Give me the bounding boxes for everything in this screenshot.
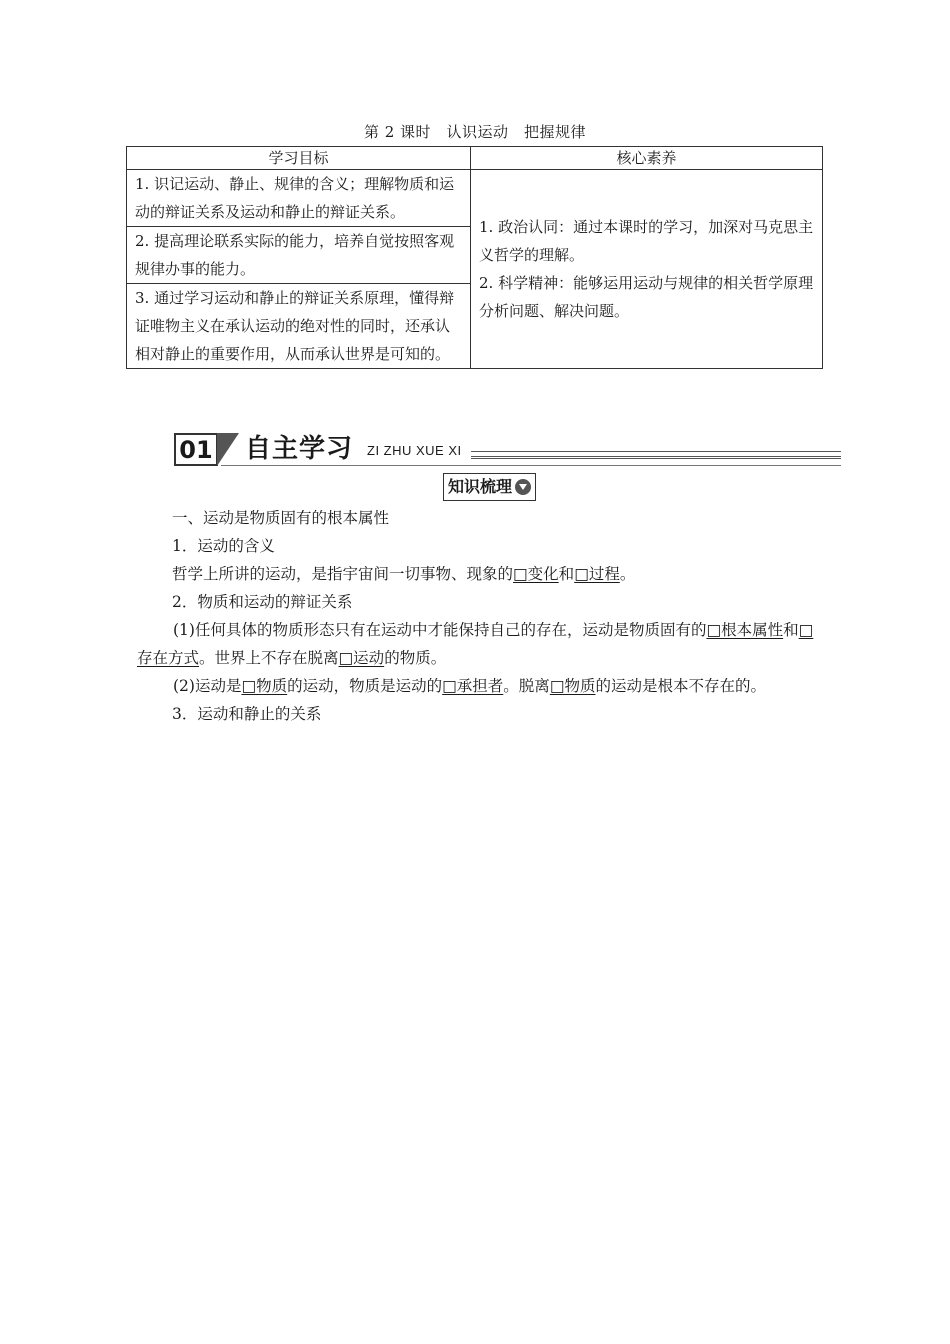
text: 的物质。 bbox=[384, 649, 447, 667]
fill-blank: □物质 bbox=[549, 677, 596, 695]
section-number: 01 bbox=[174, 433, 218, 466]
text: (1)任何具体的物质形态只有在运动中才能保持自己的存在，运动是物质固有的 bbox=[173, 621, 707, 639]
heading-1-1: 1．运动的含义 bbox=[172, 537, 275, 555]
heading-1: 一、运动是物质固有的根本属性 bbox=[172, 509, 390, 527]
text: 。脱离 bbox=[503, 677, 550, 695]
literacy-2: 2. 科学精神：能够运用运动与规律的相关哲学原理分析问题、解决问题。 bbox=[479, 274, 814, 320]
banner-rule-double bbox=[471, 456, 841, 459]
paragraph-3 bbox=[137, 672, 821, 700]
section-banner bbox=[171, 430, 841, 468]
objective-2: 2. 提高理论联系实际的能力，培养自觉按照客观规律办事的能力。 bbox=[127, 227, 471, 284]
objective-1: 1. 识记运动、静止、规律的含义；理解物质和运动的辩证关系及运动和静止的辩证关系。 bbox=[127, 170, 471, 227]
literacy-cell bbox=[471, 170, 823, 369]
literacy-1: 1. 政治认同：通过本课时的学习，加深对马克思主义哲学的理解。 bbox=[479, 218, 814, 264]
text: 的运动是根本不存在的。 bbox=[595, 677, 766, 695]
banner-wedge-icon bbox=[217, 433, 239, 466]
section-title: 自主学习 bbox=[245, 434, 354, 464]
banner-baseline bbox=[221, 465, 841, 466]
objectives-table bbox=[126, 146, 823, 369]
paragraph-1 bbox=[137, 560, 821, 588]
fill-blank: □运动 bbox=[338, 649, 385, 667]
fill-blank: □根本属性 bbox=[706, 621, 784, 639]
triangle-down-icon bbox=[515, 479, 531, 495]
section-pinyin: ZI ZHU XUE XI bbox=[367, 443, 462, 458]
heading-1-2: 2．物质和运动的辩证关系 bbox=[172, 593, 353, 611]
lesson-title: 第 2 课时 认识运动 把握规律 bbox=[363, 123, 587, 141]
heading-1-3: 3．运动和静止的关系 bbox=[172, 705, 322, 723]
text: 哲学上所讲的运动，是指宇宙间一切事物、现象的 bbox=[172, 565, 514, 583]
text: 。 bbox=[619, 565, 636, 583]
header-core-literacy: 核心素养 bbox=[471, 147, 823, 170]
content-body bbox=[137, 504, 821, 728]
fill-blank: □承担者 bbox=[442, 677, 504, 695]
banner-rule bbox=[471, 451, 841, 452]
objective-3: 3. 通过学习运动和静止的辩证关系原理，懂得辩证唯物主义在承认运动的绝对性的同时，还承认相对静止的重要作用，从而承认世界是可知的。 bbox=[127, 284, 471, 369]
header-learning-goals: 学习目标 bbox=[127, 147, 471, 170]
knowledge-box-label: 知识梳理 bbox=[448, 477, 513, 496]
text: 和 bbox=[783, 621, 799, 639]
fill-blank: □存在方式 bbox=[137, 621, 814, 667]
fill-blank: □过程 bbox=[574, 565, 620, 583]
text: (2)运动是 bbox=[173, 677, 242, 695]
fill-blank: □物质 bbox=[241, 677, 288, 695]
text: 。世界上不存在脱离 bbox=[199, 649, 339, 667]
paragraph-2 bbox=[137, 616, 821, 672]
knowledge-box bbox=[443, 473, 536, 501]
text: 和 bbox=[558, 565, 575, 583]
text: 的运动，物质是运动的 bbox=[287, 677, 443, 695]
fill-blank: □变化 bbox=[513, 565, 559, 583]
